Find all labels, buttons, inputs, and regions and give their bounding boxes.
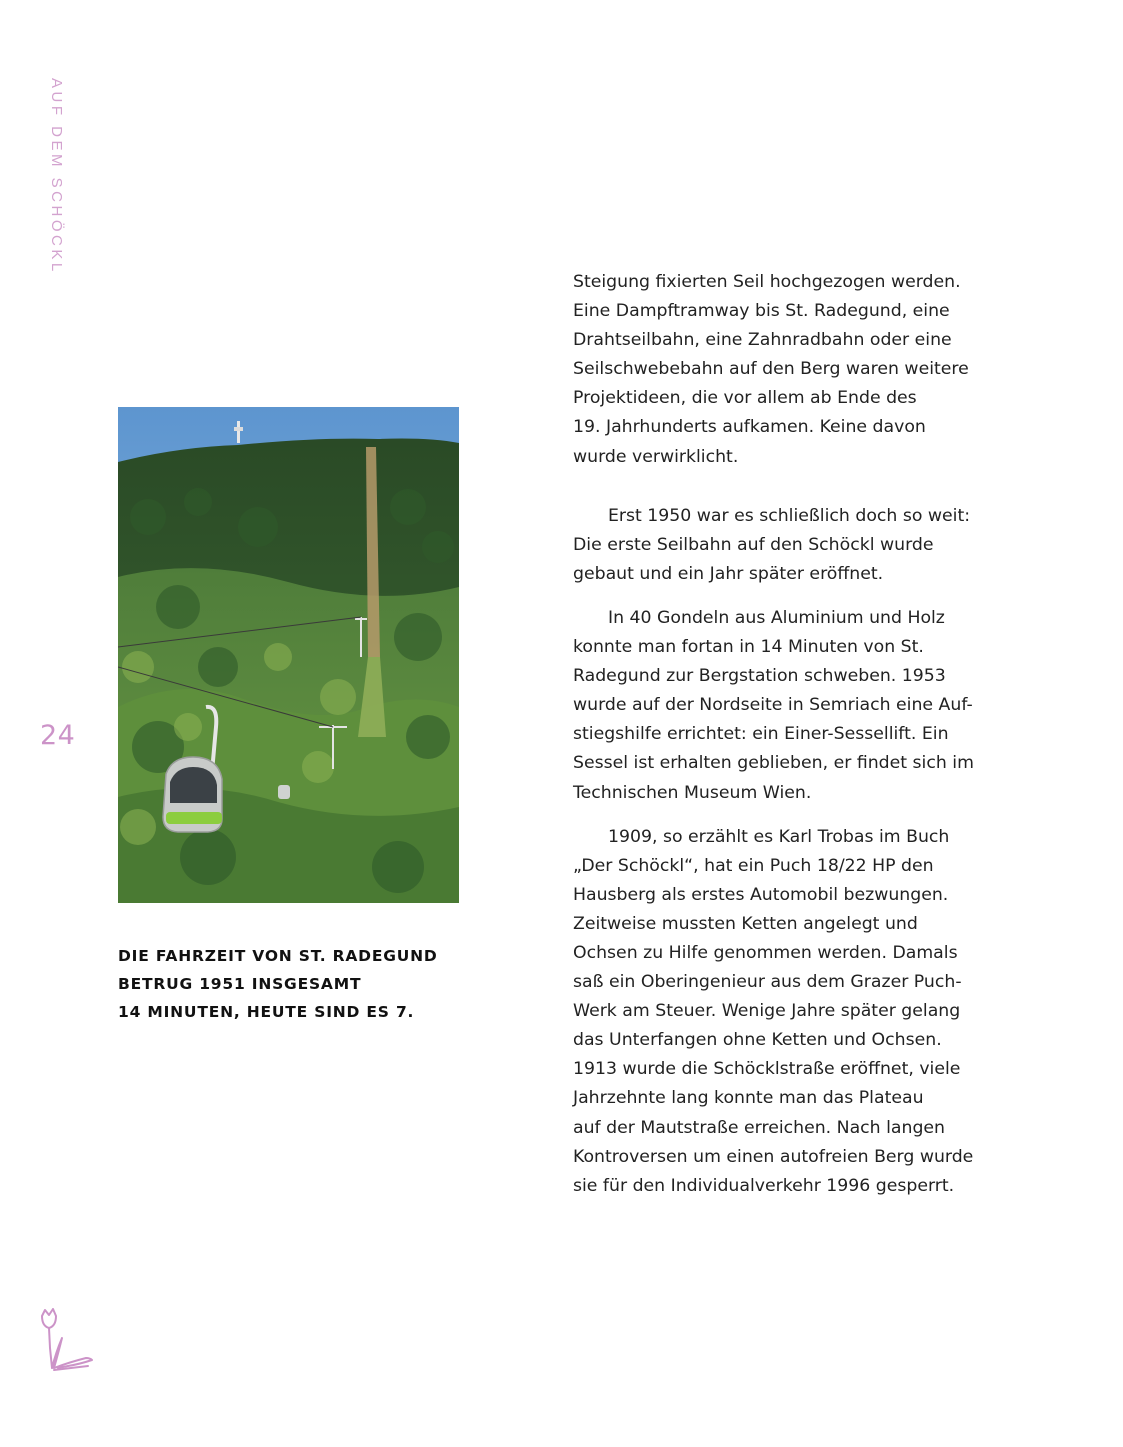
text-line: Seilschwebebahn auf den Berg waren weitere — [573, 359, 969, 380]
text-line: das Unterfangen ohne Ketten und Ochsen. — [573, 1030, 942, 1051]
text-line: Jahrzehnte lang konnte man das Plateau — [573, 1088, 924, 1109]
running-head-text: AUF DEM SCHÖCKL — [48, 78, 65, 275]
paragraph — [573, 823, 1013, 1201]
text-line: stiegshilfe errichtet: ein Einer-Sessellift. Ein — [573, 724, 949, 745]
text-line: Werk am Steuer. Wenige Jahre später gelang — [573, 1001, 961, 1022]
text-line: 1909, so erzählt es Karl Trobas im Buch — [608, 826, 950, 847]
text-line: In 40 Gondeln aus Aluminium und Holz — [608, 607, 945, 628]
text-line: Drahtseilbahn, eine Zahnradbahn oder eine — [573, 330, 952, 351]
paragraph — [573, 268, 1013, 472]
gondola-photo — [118, 407, 459, 903]
text-line: konnte man fortan in 14 Minuten von St. — [573, 637, 924, 658]
text-line: Zeitweise mussten Ketten angelegt und — [573, 913, 918, 934]
caption-line: 14 MINUTEN, HEUTE SIND ES 7. — [118, 1003, 415, 1021]
paragraph — [573, 502, 1013, 589]
paragraph — [573, 604, 1013, 808]
text-line: gebaut und ein Jahr später eröffnet. — [573, 563, 884, 584]
text-line: Eine Dampftramway bis St. Radegund, eine — [573, 301, 950, 322]
text-line: 19. Jahrhunderts aufkamen. Keine davon — [573, 417, 926, 438]
text-line: wurde auf der Nordseite in Semriach eine Auf- — [573, 695, 973, 716]
text-line: Die erste Seilbahn auf den Schöckl wurde — [573, 534, 934, 555]
text-line: wurde verwirklicht. — [573, 446, 739, 467]
paragraph-gap — [573, 589, 1013, 604]
running-head — [48, 78, 70, 298]
text-line: 1913 wurde die Schöcklstraße eröffnet, viele — [573, 1059, 961, 1080]
text-line: Hausberg als erstes Automobil bezwungen. — [573, 884, 949, 905]
text-line: auf der Mautstraße erreichen. Nach langen — [573, 1117, 946, 1138]
text-line: Radegund zur Bergstation schweben. 1953 — [573, 666, 946, 687]
photo-caption — [118, 942, 478, 1026]
text-line: Kontroversen um einen autofreien Berg wurde — [573, 1146, 974, 1167]
text-line: Projektideen, die vor allem ab Ende des — [573, 388, 917, 409]
caption-line: DIE FAHRZEIT VON ST. RADEGUND — [118, 947, 438, 965]
text-line: Technischen Museum Wien. — [573, 782, 812, 803]
text-line: „Der Schöckl“, hat ein Puch 18/22 HP den — [573, 855, 934, 876]
paragraph-gap — [573, 808, 1013, 823]
caption-line: BETRUG 1951 INSGESAMT — [118, 975, 362, 993]
text-line: sie für den Individualverkehr 1996 gesperrt. — [573, 1175, 955, 1196]
text-line: Steigung fixierten Seil hochgezogen werden. — [573, 272, 961, 292]
paragraph-gap — [573, 472, 1013, 502]
tulip-icon — [38, 1308, 96, 1374]
text-line: Ochsen zu Hilfe genommen werden. Damals — [573, 942, 958, 963]
text-line: Sessel ist erhalten geblieben, er findet sich im — [573, 753, 974, 774]
article-body — [573, 268, 1013, 1201]
text-line: saß ein Oberingenieur aus dem Grazer Puch- — [573, 972, 962, 993]
page-number: 24 — [40, 720, 76, 751]
text-line: Erst 1950 war es schließlich doch so weit: — [608, 505, 971, 526]
